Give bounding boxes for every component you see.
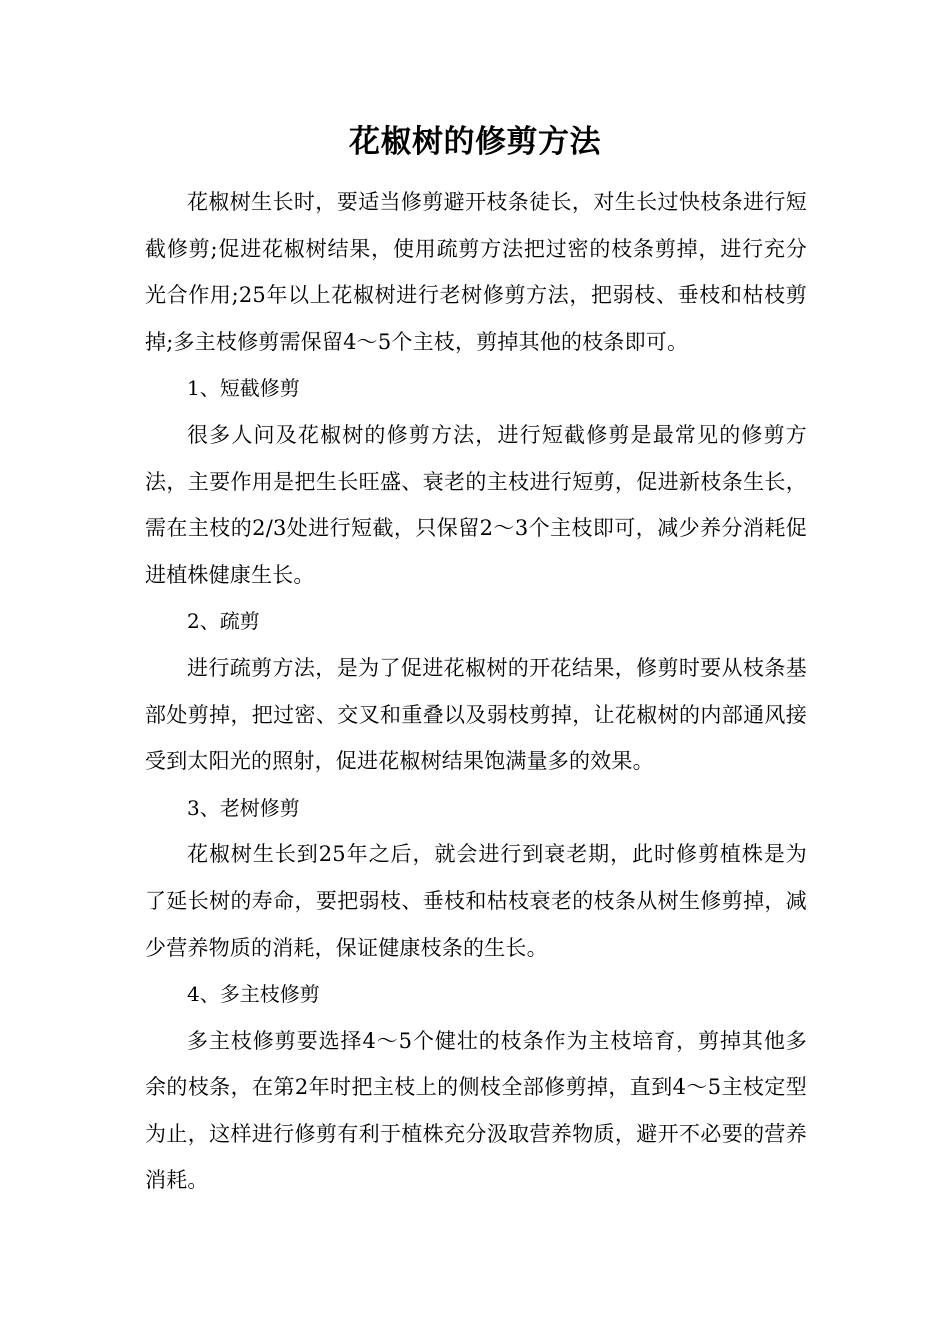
section-paragraph-old-tree: 花椒树生长到25年之后，就会进行到衰老期，此时修剪植株是为了延长树的寿命，要把弱枝、垂枝和枯枝衰老的枝条从树生修剪掉，减少营养物质的消耗，保证健康枝条的生长。 (145, 842, 807, 960)
section-paragraph-thinning: 进行疏剪方法，是为了促进花椒树的开花结果，修剪时要从枝条基部处剪掉，把过密、交叉和重叠以及弱枝剪掉，让花椒树的内部通风接受到太阳光的照射，促进花椒树结果饱满量多的效果。 (145, 655, 807, 774)
section-heading-short-cut: 1、短截修剪 (187, 376, 300, 401)
section-heading-old-tree: 3、老树修剪 (187, 795, 300, 820)
section-heading-multi-branch: 4、多主枝修剪 (187, 982, 320, 1007)
section-paragraph-short-cut: 很多人问及花椒树的修剪方法，进行短截修剪是最常见的修剪方法，主要作用是把生长旺盛、衰老的主枝进行短剪，促进新枝条生长，需在主枝的2/3处进行短截，只保留2～3个主枝即可，减少养分消耗促进植株健康生长。 (145, 422, 807, 587)
section-paragraph-multi-branch: 多主枝修剪要选择4～5个健壮的枝条作为主枝培育，剪掉其他多余的枝条，在第2年时把主枝上的侧枝全部修剪掉，直到4～5主枝定型为止，这样进行修剪有利于植株充分汲取营养物质，避开不必要的营养消耗。 (145, 1028, 807, 1193)
document-body (145, 179, 807, 1204)
section-heading-thinning: 2、疏剪 (187, 609, 260, 634)
document-title: 花椒树的修剪方法 (349, 124, 601, 160)
intro-paragraph: 花椒树生长时，要适当修剪避开枝条徒长，对生长过快枝条进行短截修剪;促进花椒树结果，使用疏剪方法把过密的枝条剪掉，进行充分光合作用;25年以上花椒树进行老树修剪方法，把弱枝、垂枝和枯枝剪掉;多主枝修剪需保留4～5个主枝，剪掉其他的枝条即可。 (145, 190, 807, 354)
